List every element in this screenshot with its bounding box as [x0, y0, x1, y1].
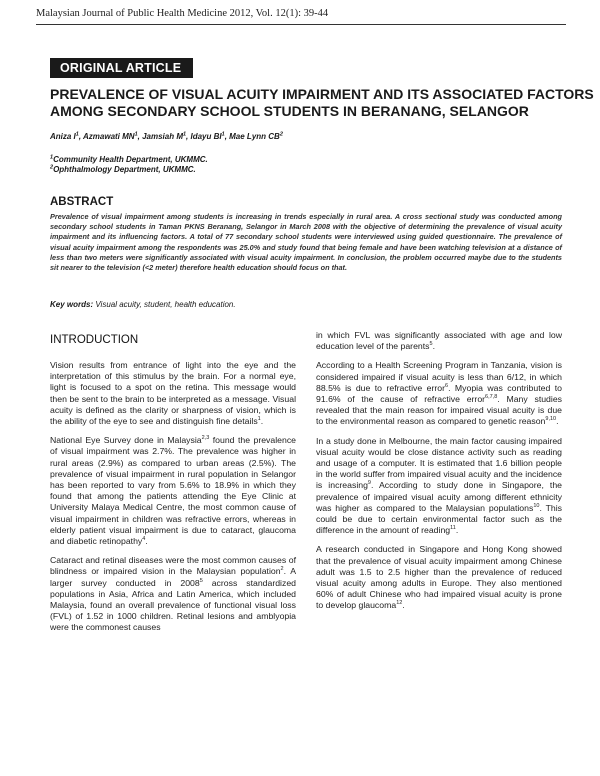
paragraph-text: .	[455, 525, 459, 536]
citation-superscript: 6	[445, 382, 449, 389]
abstract-text: Prevalence of visual impairment among students is increasing in trends especially in rural area. A cross sectional study was conducted among secondary school students in Taman PKNS Beranang, Selangor in March 2008 with the objective of determining the prevalence of visual acuity impairment and its influencing factors. A total of 77 secondary school students were interviewed using guided questionnaire. The prevalence of visual acuity impairment among the respondents was 25.0% and study found that being female and have been watching television at a distance of less than two meters were significantly associated with visual acuity impairment. In conclusion, the problem occurred maybe due to the students sit nearer to the television (<2 meter) therefore health education should focus on that.	[50, 212, 562, 273]
author-name: Idayu BI	[190, 132, 222, 141]
citation-superscript: 1	[257, 416, 261, 423]
author-name: Azmawati MN	[83, 132, 135, 141]
author-name: Aniza I	[50, 132, 76, 141]
author-superscript: 1	[182, 131, 187, 138]
body-paragraph	[50, 360, 296, 427]
affiliation-list	[50, 155, 208, 175]
author-list: Aniza $I^1$, Azmawati $MN^1$, Jamsiah $M^1$, Idayu $BI^1$, Mae Lynn $CB^2$	[50, 131, 283, 141]
header-rule	[36, 24, 566, 25]
body-paragraph	[316, 330, 562, 352]
author-superscript: 2	[279, 131, 283, 138]
author-name: Jamsiah M	[142, 132, 183, 141]
keywords-text: Visual acuity, student, health education.	[95, 300, 236, 309]
body-paragraph	[316, 360, 562, 427]
title-line: PREVALENCE OF VISUAL ACUITY IMPAIRMENT AND ITS ASSOCIATED FACTORS	[50, 86, 594, 102]
citation-superscript: 10	[533, 502, 540, 509]
paragraph-text: in which FVL was significantly associated with age and low education level of the parents	[316, 330, 562, 352]
author-superscript: 1	[134, 131, 138, 138]
title-line: AMONG SECONDARY SCHOOL STUDENTS IN BERANANG, SELANGOR	[50, 103, 529, 119]
citation-superscript: 9,10	[545, 416, 557, 423]
paragraph-text: According to a Health Screening Program in Tanzania, vision is considered impaired if visual acuity is less than 6/12, in which 88.5% is due to refractive error	[316, 360, 562, 393]
article-title	[50, 86, 594, 120]
citation-superscript: 2	[280, 566, 284, 573]
body-paragraph	[50, 435, 296, 547]
citation-superscript: 4	[142, 536, 146, 543]
affiliation-line	[50, 155, 208, 165]
citation-superscript: 5	[199, 577, 203, 584]
citation-superscript: 6,7,8	[485, 394, 498, 401]
body-paragraph	[316, 544, 562, 611]
paragraph-text: . Myopia was contributed to 91.6% of the cause of refractive error	[316, 382, 562, 405]
affiliation-superscript: 2	[50, 164, 54, 171]
citation-superscript: 9	[367, 480, 371, 487]
abstract-heading: ABSTRACT	[50, 196, 114, 208]
affiliation-line	[50, 165, 208, 175]
paragraph-text: Vision results from entrance of light into the eye and the interpretation of this stimulus by the brain. For a normal eye, light is focused to a spot on the retina. This message would then be sent to the brain to be interpreted as a message. Visual acuity is defined as the clarity or sharpness of vision, which is the ability of the eye to see and distinguish fine details	[50, 360, 296, 427]
citation-superscript: 2,3	[201, 435, 210, 442]
paragraph-text: . This could be due to certain environmental factor such as the difference in the amount of reading	[316, 502, 562, 536]
paragraph-text: In a study done in Melbourne, the main factor causing impaired visual acuity would be close distance activity such as reading and usage of a computer. It is estimated that 1.6 billion people in the world suffer from impaired visual acuity and the incidence is increasing	[316, 435, 562, 491]
citation-superscript: 11	[450, 525, 456, 532]
keywords	[50, 300, 236, 309]
paragraph-text: .	[432, 341, 435, 352]
paragraph-text: across standardized populations in Asia, Africa and Latin America, which included Malaysia, found an overall prevalence of functional visual loss (FVL) of 1.52 in 1000 children. Retinal lesions and amblyopia were the commonest causes	[50, 577, 296, 633]
citation-superscript: 5	[429, 341, 433, 348]
paragraph-text: A research conducted in Singapore and Hong Kong showed that the prevalence of visual acuity impairment among Chinese adult was 1.5 to 2.5 higher than the prevalence of reduced visual acuity among adults in Europe. They also mentioned 60% of adult Chinese who had impaired visual acuity is prone to develop glaucoma	[316, 544, 562, 611]
paragraph-text: . According to study done in Singapore, the prevalence of impaired visual acuity among different ethnicity was higher as compared to the Malaysian populations	[316, 480, 563, 513]
paragraph-text: Cataract and retinal diseases were the most common causes of blindness or impaired vision in the Malaysian population	[50, 555, 296, 577]
keywords-label: Key words:	[50, 300, 94, 309]
body-paragraph	[50, 555, 296, 633]
paragraph-text: . A larger survey conducted in 2008	[50, 566, 296, 588]
citation-superscript: 12	[396, 600, 403, 607]
right-column	[316, 330, 562, 620]
affiliation-superscript: 1	[50, 154, 54, 161]
author-superscript: 1	[221, 131, 225, 138]
left-column	[50, 360, 296, 642]
journal-header: Malaysian Journal of Public Health Medicine 2012, Vol. 12(1): 39-44	[36, 8, 329, 19]
paragraph-text: .	[145, 536, 148, 547]
author-superscript: 1	[75, 131, 79, 138]
paragraph-text: .	[402, 600, 405, 611]
author-name: Mae Lynn CB	[229, 132, 280, 141]
article-type-badge: ORIGINAL ARTICLE	[50, 58, 193, 78]
paragraph-text: found the prevalence of visual impairment was 2.7%. The prevalence was higher in rural areas (2.9%) as compared to urban areas (2.5%). The prevalence of visual impairment in rural population in Selangor has been reported to vary from 5.6% to 18.9% in which they found that among the patients attending the Eye Clinic at University Malaya Medical Centre, the most common cause of visual impairment in children was refractive errors, whereas in elderly patient visual impairment is due to cataract, glaucoma and diabetic retinopathy	[50, 435, 296, 547]
affiliation-text: Community Health Department, UKMMC.	[53, 155, 208, 164]
paragraph-text: .	[556, 416, 559, 427]
paragraph-text: .	[260, 416, 264, 427]
affiliation-text: Ophthalmology Department, UKMMC.	[53, 165, 196, 174]
body-paragraph	[316, 436, 562, 537]
paragraph-text: . Many studies revealed that the main reason for impaired visual acuity is due to the environmental reason as compared to genetic reason	[316, 394, 562, 427]
paragraph-text: National Eye Survey done in Malaysia	[50, 435, 202, 446]
introduction-heading: INTRODUCTION	[50, 334, 139, 346]
